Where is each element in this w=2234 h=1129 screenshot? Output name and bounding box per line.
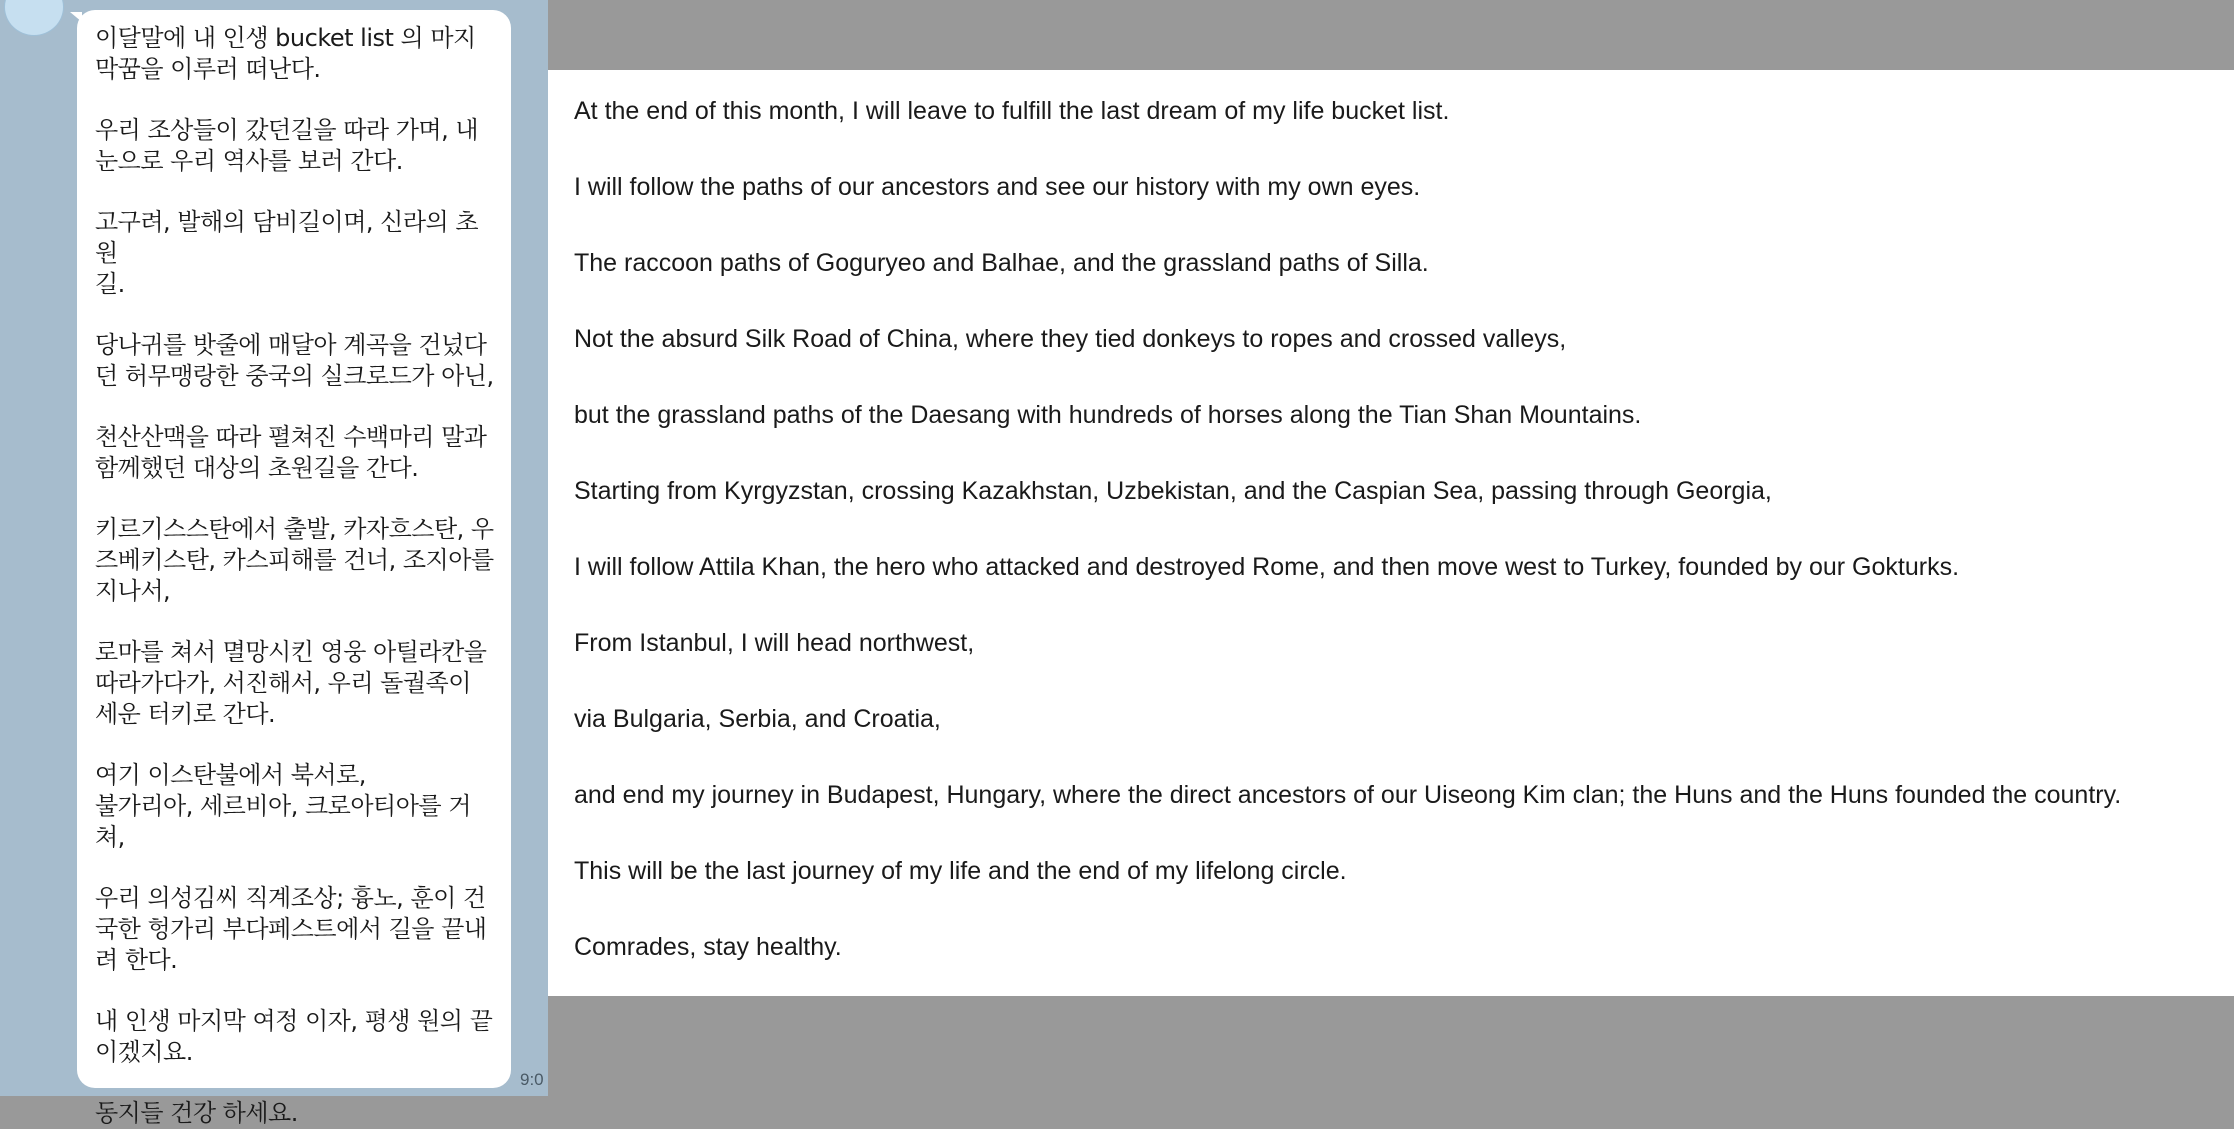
message-paragraph: 우리 의성김씨 직계조상; 흉노, 훈이 건 국한 헝가리 부다페스트에서 길을 끝내 려 한다. (95, 884, 487, 974)
message-paragraph: 로마를 쳐서 멸망시킨 영웅 아틸라칸을 따라가다가, 서진해서, 우리 돌궐족이 세운 터키로 간다. (95, 638, 487, 728)
avatar[interactable] (4, 0, 64, 36)
translation-paragraph: This will be the last journey of my life and the end of my lifelong circle. (574, 857, 1347, 885)
translation-paragraph: Comrades, stay healthy. (574, 933, 842, 961)
translation-panel (548, 70, 2234, 996)
translation-paragraph: Not the absurd Silk Road of China, where they tied donkeys to ropes and crossed valleys, (574, 325, 1567, 353)
message-paragraph: 고구려, 발해의 담비길이며, 신라의 초원 길. (95, 208, 479, 298)
message-timestamp: 9:0 (520, 1070, 544, 1089)
translation-paragraph: At the end of this month, I will leave to fulfill the last dream of my life bucket list. (574, 97, 1450, 125)
translation-paragraph: The raccoon paths of Goguryeo and Balhae, and the grassland paths of Silla. (574, 249, 1429, 277)
translation-paragraph: but the grassland paths of the Daesang with hundreds of horses along the Tian Shan Mountains. (574, 401, 1642, 429)
translation-paragraph: and end my journey in Budapest, Hungary, where the direct ancestors of our Uiseong Kim clan; the Huns and the Huns founded the country. (574, 781, 2122, 809)
translation-paragraph: Starting from Kyrgyzstan, crossing Kazakhstan, Uzbekistan, and the Caspian Sea, passing through Georgia, (574, 477, 1772, 505)
translation-paragraph: via Bulgaria, Serbia, and Croatia, (574, 705, 941, 733)
message-paragraph: 키르기스스탄에서 출발, 카자흐스탄, 우 즈베키스탄, 카스피해를 건너, 조지아를 지나서, (95, 515, 494, 605)
message-paragraph: 천산산맥을 따라 펼쳐진 수백마리 말과 함께했던 대상의 초원길을 간다. (95, 423, 487, 482)
translation-paragraph: I will follow the paths of our ancestors and see our history with my own eyes. (574, 173, 1421, 201)
message-paragraph: 우리 조상들이 갔던길을 따라 가며, 내 눈으로 우리 역사를 보러 간다. (95, 116, 479, 175)
chat-pane (0, 0, 548, 1127)
message-paragraph: 여기 이스탄불에서 북서로, 불가리아, 세르비아, 크로아티아를 거쳐, (95, 761, 471, 851)
message-bubble[interactable] (77, 10, 511, 1127)
message-paragraph: 당나귀를 밧줄에 매달아 계곡을 건넜다 던 허무맹랑한 중국의 실크로드가 아닌, (95, 331, 494, 390)
translation-paragraph: I will follow Attila Khan, the hero who attacked and destroyed Rome, and then move west to Turkey, founded by our Gokturks. (574, 553, 1960, 581)
message-paragraph: 내 인생 마지막 여정 이자, 평생 원의 끝 이겠지요. (95, 1007, 493, 1066)
message-paragraph: 동지들 건강 하세요. (95, 1099, 298, 1127)
translation-paragraph: From Istanbul, I will head northwest, (574, 629, 975, 657)
message-paragraph: 이달말에 내 인생 bucket list 의 마지 막꿈을 이루러 떠난다. (95, 24, 476, 83)
